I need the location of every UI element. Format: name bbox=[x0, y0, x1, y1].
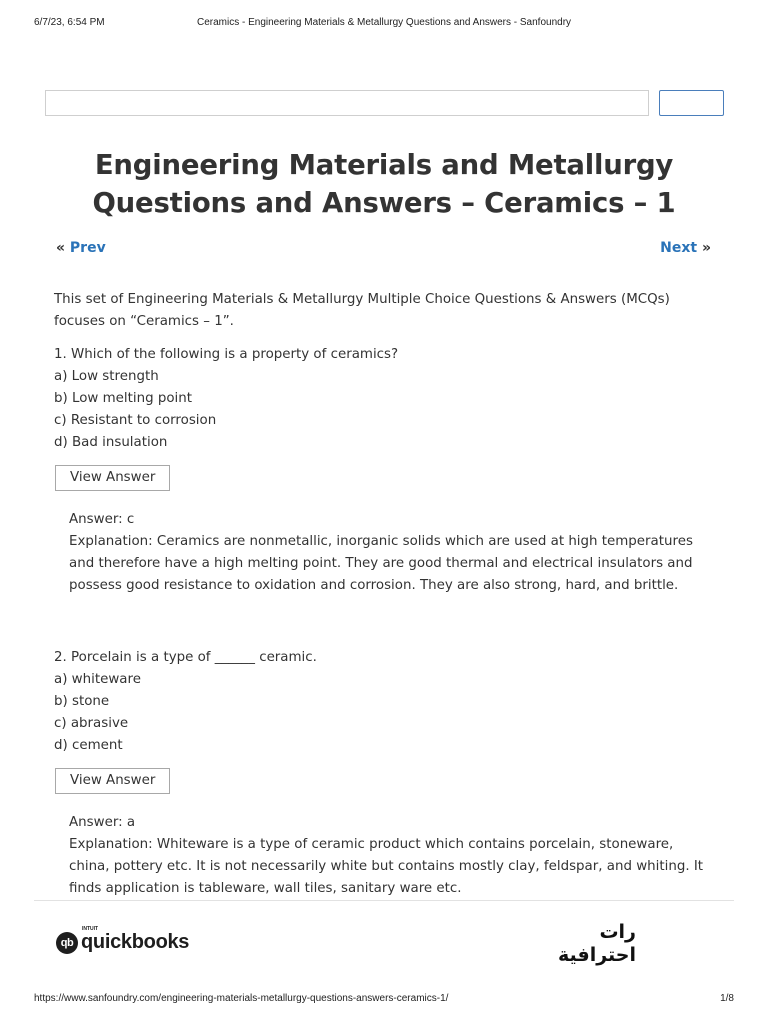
view-answer-button[interactable]: View Answer bbox=[55, 465, 170, 491]
quickbooks-logo bbox=[56, 926, 190, 954]
quickbooks-wordmark: quickbooks bbox=[81, 931, 190, 953]
article-content bbox=[54, 289, 718, 900]
print-page-number: 1/8 bbox=[720, 993, 734, 1004]
ad-arabic-text bbox=[558, 921, 636, 967]
option-d: d) Bad insulation bbox=[54, 435, 168, 450]
print-page-title: Ceramics - Engineering Materials & Metallurgy Questions and Answers - Sanfoundry bbox=[196, 17, 572, 28]
option-b: b) Low melting point bbox=[54, 391, 192, 406]
search-input[interactable] bbox=[45, 90, 649, 116]
question-block bbox=[54, 647, 718, 900]
intro-paragraph: This set of Engineering Materials & Metallurgy Multiple Choice Questions & Answers (MCQs) focuses on “Ceramics – 1”. bbox=[54, 292, 670, 329]
ad-arabic-line-2: احترافية bbox=[557, 944, 636, 966]
answer-text: Answer: c bbox=[69, 512, 135, 527]
option-a: a) Low strength bbox=[54, 369, 159, 384]
view-answer-button[interactable]: View Answer bbox=[55, 768, 170, 794]
answer-block bbox=[69, 812, 718, 900]
prev-nav bbox=[56, 240, 106, 256]
option-a: a) whiteware bbox=[54, 672, 141, 687]
print-datetime: 6/7/23, 6:54 PM bbox=[34, 17, 105, 28]
option-c: c) abrasive bbox=[54, 716, 129, 731]
next-arrows: » bbox=[701, 240, 711, 256]
print-url: https://www.sanfoundry.com/engineering-materials-metallurgy-questions-answers-ceramics-1/ bbox=[34, 993, 449, 1004]
prev-arrows: « bbox=[56, 240, 66, 256]
next-nav bbox=[660, 240, 711, 256]
ad-arabic-line-1: رات bbox=[599, 921, 636, 943]
question-block bbox=[54, 344, 718, 597]
page-title: Engineering Materials and Metallurgy Questions and Answers – Ceramics – 1 bbox=[92, 149, 676, 219]
ad-banner[interactable] bbox=[34, 900, 734, 983]
answer-block bbox=[69, 509, 718, 597]
explanation-text: Explanation: Whiteware is a type of ceramic product which contains porcelain, stoneware, china, pottery etc. It is not necessarily white but contains mostly clay, feldspar, and whiting. It finds application is tableware, wall tiles, sanitary ware etc. bbox=[69, 837, 704, 896]
answer-text: Answer: a bbox=[69, 815, 136, 830]
quickbooks-logo-icon: qb bbox=[56, 932, 78, 954]
question-text: 2. Porcelain is a type of ______ ceramic. bbox=[54, 650, 317, 665]
option-d: d) cement bbox=[54, 738, 123, 753]
next-link[interactable]: Next bbox=[660, 240, 698, 256]
explanation-text: Explanation: Ceramics are nonmetallic, inorganic solids which are used at high temperatures and therefore have a high melting point. They are good thermal and electrical insulators and possess good resistance to oxidation and corrosion. They are also strong, hard, and brittle. bbox=[69, 534, 693, 593]
intuit-label: INTUIT bbox=[82, 926, 99, 932]
search-button[interactable] bbox=[659, 90, 724, 116]
option-c: c) Resistant to corrosion bbox=[54, 413, 217, 428]
question-text: 1. Which of the following is a property of ceramics? bbox=[54, 347, 399, 362]
prev-link[interactable]: Prev bbox=[69, 240, 106, 256]
option-b: b) stone bbox=[54, 694, 110, 709]
